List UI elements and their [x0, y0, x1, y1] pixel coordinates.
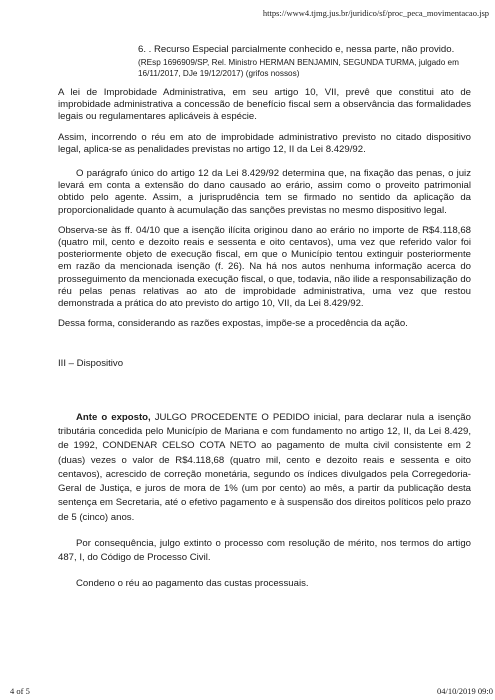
citation-reference: (REsp 1696909/SP, Rel. Ministro HERMAN BENJAMIN, SEGUNDA TURMA, julgado em 16/11/2017, DJe 19/12/2017) (grifos nossos) [138, 58, 459, 78]
page-number: 4 of 5 [10, 686, 30, 696]
julgo-procedente-text: JULGO PROCEDENTE O PEDIDO inicial, para declarar nula a isenção tributária concedida pelo Município de Mariana e com fundamento no artigo 12, II, da Lei 8.429, de 1992, CONDENAR CELSO COTA NETO ao pagamento de multa civil consistente em 2 (duas) vezes o valor de R$4.118,68 (quatro mil, cento e dezoito reais e sessenta e oito centavos), acrescido de correção monetária, segundo os índices divulgados pela Corregedoria-Geral de Justiça, e juros de mora de 1% (um por cento) ao mês, a partir da publicação desta sentença em Secretaria, até o efetivo pagamento e à suspensão dos direitos políticos pelo prazo de 5 (cinco) anos. [58, 411, 471, 523]
paragraph-extinto: Por consequência, julgo extinto o processo com resolução de mérito, nos termos do artigo 487, I, do Código de Processo Civil. [58, 538, 471, 564]
paragraph-custas: Condeno o réu ao pagamento das custas processuais. [76, 577, 309, 589]
print-datetime: 04/10/2019 09:0 [437, 686, 493, 696]
section-heading-dispositivo: III – Dispositivo [58, 358, 124, 370]
citation-item: 6. . Recurso Especial parcialmente conhecido e, nessa parte, não provido. [138, 44, 455, 55]
paragraph-dessa-forma: Dessa forma, considerando as razões expostas, impõe-se a procedência da ação. [58, 318, 408, 330]
document-body [58, 44, 471, 590]
paragraph-improbidade: A lei de Improbidade Administrativa, em seu artigo 10, VII, prevê que constitui ato de improbidade administrativa a concessão de benefício fiscal sem a observância das formalidades legais ou regulamentares aplicáveis à espécie. [58, 87, 471, 123]
page-url: https://www4.tjmg.jus.br/juridico/sf/proc_peca_movimentacao.jsp [262, 8, 489, 18]
paragraph-julgo-procedente [58, 411, 471, 525]
paragraph-paragrafo-unico: O parágrafo único do artigo 12 da Lei 8.429/92 determina que, na fixação das penas, o juiz levará em conta a extensão do dano causado ao erário, assim como o proveito patrimonial obtido pelo agente. Assim, a jurisprudência tem se firmado no sentido da aplicação da proporcionalidade quanto à acumulação das sanções previstas no mesmo dispositivo legal. [58, 168, 471, 216]
paragraph-observa-se: Observa-se às ff. 04/10 que a isenção ilícita originou dano ao erário no importe de R$4.118,68 (quatro mil, cento e dezoito reais e sessenta e oito centavos), uma vez que referido valor foi posteriormente objeto de execução fiscal, em que o Município tentou extinguir posteriormente em razão da mencionada isenção (f. 26). Na há nos autos nenhuma informação acerca do prosseguimento da mencionada execução fiscal, o que, todavia, não ilide a responsabilização do réu pelas penas relativas ao ato de improbidade administrativa, uma vez que restou demonstrada a prática do ato previsto do artigo 10, VII, da Lei 8.429/92. [58, 224, 471, 310]
ante-o-exposto-bold: Ante o exposto, [76, 411, 151, 423]
paragraph-penalidades: Assim, incorrendo o réu em ato de improbidade administrativo previsto no citado dispositivo legal, aplica-se as penalidades previstas no artigo 12, II da Lei 8.429/92. [58, 131, 471, 155]
